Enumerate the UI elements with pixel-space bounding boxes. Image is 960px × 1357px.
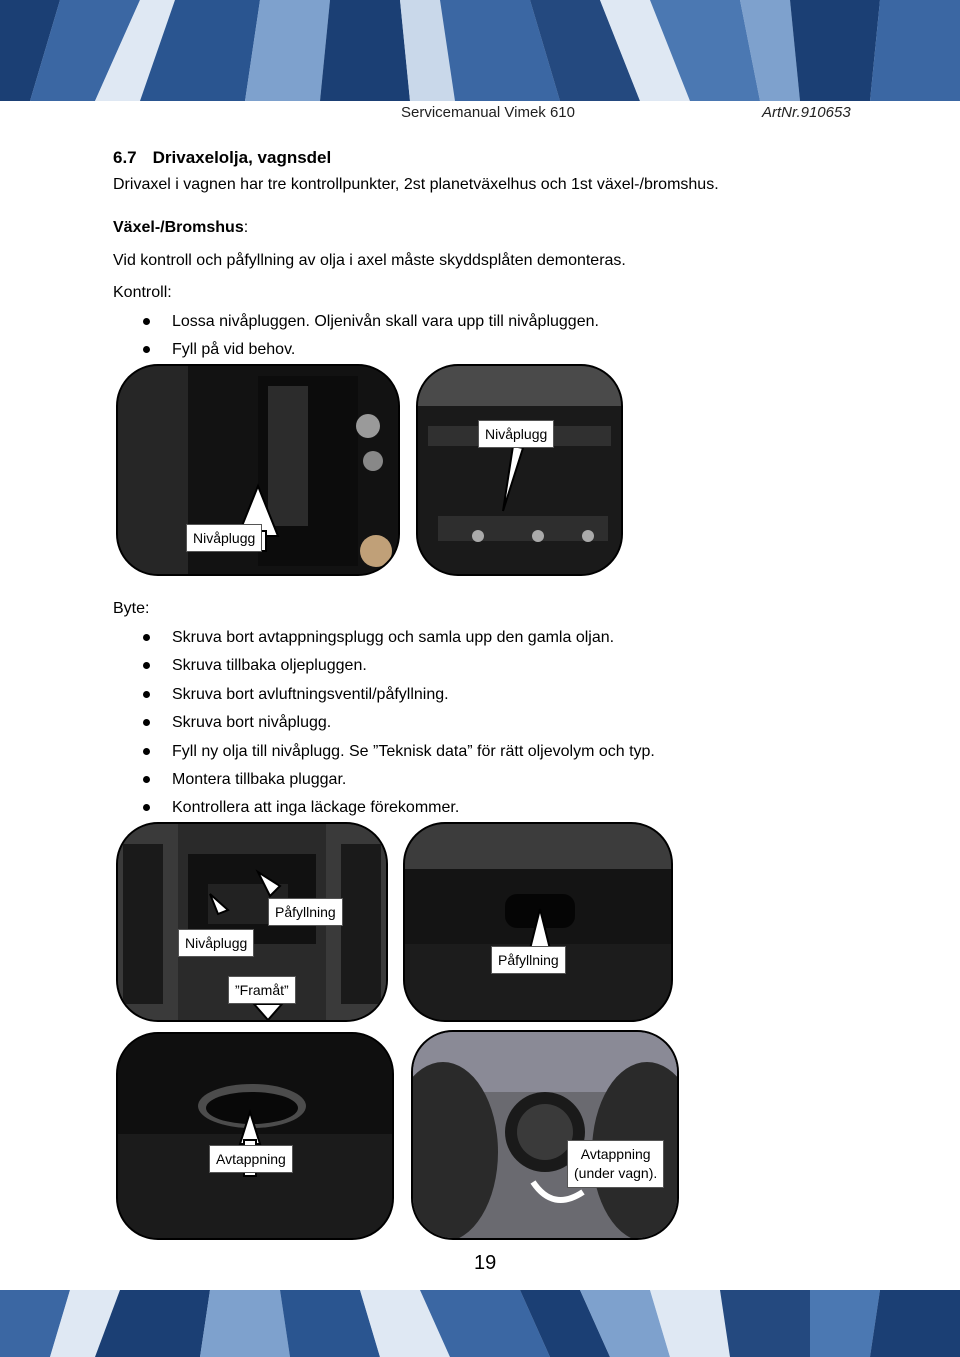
control-heading: Kontroll: [113,284,172,301]
change-heading: Byte: [113,600,150,617]
callout-level-plug-1: Nivåplugg [186,524,262,552]
header-banner [0,0,960,101]
bullet-icon [143,318,150,325]
list-item: Kontrollera att inga läckage förekommer. [113,797,655,825]
list-item: Skruva bort avtappningsplugg och samla upp den gamla oljan. [113,627,655,655]
gearbox-label-suffix: : [243,219,249,236]
page-number: 19 [474,1252,497,1274]
list-item: Skruva bort avluftningsventil/påfyllning. [113,684,655,712]
gearbox-heading [113,219,248,237]
list-item: Lossa nivåpluggen. Oljenivån skall vara upp till nivåpluggen. [113,311,599,339]
footer-banner [0,1290,960,1357]
list-item: Montera tillbaka pluggar. [113,769,655,797]
bullet-icon [143,776,150,783]
bullet-icon [143,719,150,726]
bullet-icon [143,748,150,755]
callout-drain-2: Avtappning (under vagn). [567,1140,664,1188]
callout-drain-1: Avtappning [209,1145,293,1173]
list-item: Skruva bort nivåplugg. [113,712,655,740]
photo-filler-opening [403,822,673,1022]
bullet-icon [143,662,150,669]
gearbox-label: Växel-/Bromshus [113,219,244,236]
bullet-icon [143,634,150,641]
manual-title: Servicemanual Vimek 610 [401,104,575,121]
callout-filler-1: Påfyllning [268,898,343,926]
callout-forward: ”Framåt” [228,976,296,1004]
section-heading [113,148,331,168]
callout-filler-2: Påfyllning [491,946,566,974]
photo-drain-plug [116,1032,394,1240]
section-number: 6.7 [113,148,137,167]
gearbox-note: Vid kontroll och påfyllning av olja i axel måste skyddsplåten demonteras. [113,252,626,269]
section-intro: Drivaxel i vagnen har tre kontrollpunkter, 2st planetväxelhus och 1st växel-/bromshus. [113,176,719,193]
article-number: ArtNr.910653 [762,104,851,121]
bullet-icon [143,691,150,698]
callout-level-plug-3: Nivåplugg [178,929,254,957]
control-steps-list [113,311,599,368]
photo-drain-under-wagon [411,1030,679,1240]
section-title: Drivaxelolja, vagnsdel [152,148,332,167]
callout-level-plug-2: Nivåplugg [478,420,554,448]
list-item: Fyll ny olja till nivåplugg. Se ”Teknisk data” för rätt oljevolym och typ. [113,741,655,769]
list-item: Fyll på vid behov. [113,339,599,367]
list-item: Skruva tillbaka oljepluggen. [113,655,655,683]
change-steps-list [113,627,655,826]
photo-level-plug-right [416,364,623,576]
bullet-icon [143,804,150,811]
bullet-icon [143,346,150,353]
